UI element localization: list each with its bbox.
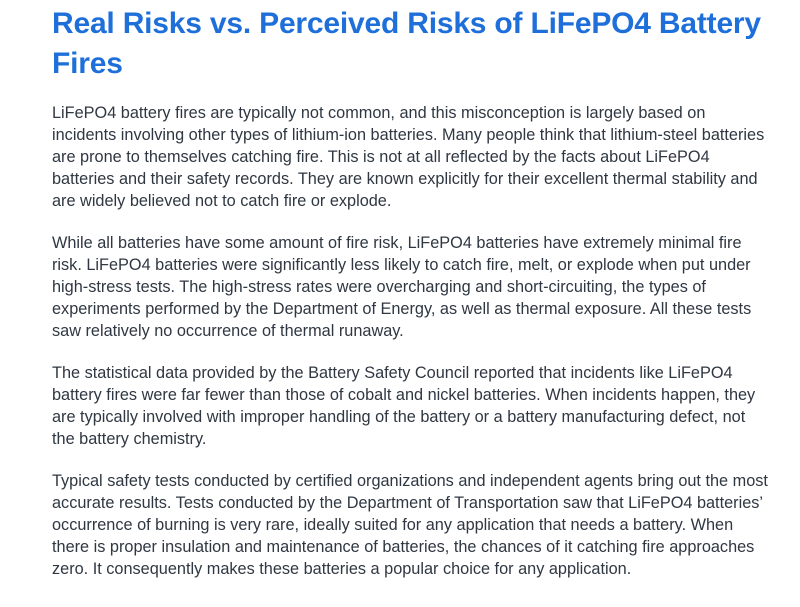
paragraph-3: The statistical data provided by the Battery Safety Council reported that incidents like LiFePO4 battery fires were far fewer than those of cobalt and nickel batteries. When incidents happen, they are typically involved with improper handling of the battery or a battery manufacturing defect, not the battery chemistry.	[52, 364, 756, 448]
paragraph-1: LiFePO4 battery fires are typically not common, and this misconception is largely based on incidents involving other types of lithium-ion batteries. Many people think that lithium-steel batteries are prone to themselves catching fire. This is not at all reflected by the facts about LiFePO4 batteries and their safety records. They are known explicitly for their excellent thermal stability and are widely believed not to catch fire or explode.	[52, 104, 765, 210]
paragraph-2: While all batteries have some amount of fire risk, LiFePO4 batteries have extremely minimal fire risk. LiFePO4 batteries were significantly less likely to catch fire, melt, or explode when put under high-stress tests. The high-stress rates were overcharging and short-circuiting, the types of experiments performed by the Department of Energy, as well as thermal exposure. All these tests saw relatively no occurrence of thermal runaway.	[52, 234, 752, 340]
article-title: Real Risks vs. Perceived Risks of LiFePO4 Battery Fires	[52, 7, 761, 80]
paragraph-4: Typical safety tests conducted by certified organizations and independent agents bring out the most accurate results. Tests conducted by the Department of Transportation saw that LiFePO4 batteries’ occurrence of burning is very rare, ideally suited for any application that needs a battery. When there is proper insulation and maintenance of batteries, the chances of it catching fire approaches zero. It consequently makes these batteries a popular choice for any application.	[52, 472, 768, 578]
article	[52, 0, 770, 580]
